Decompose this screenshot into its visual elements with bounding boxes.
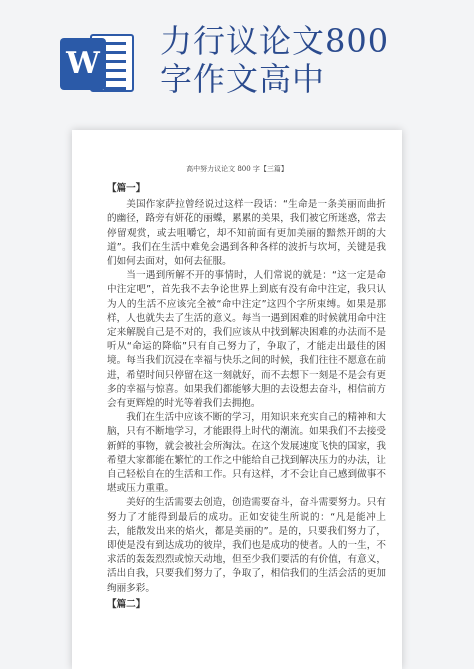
banner: [0, 0, 474, 150]
document-page: [72, 130, 402, 669]
paragraph: 美国作家萨拉曾经说过这样一段话：“生命是一条美丽而曲折的幽径，路旁有妍花的丽蝶，累累的美果，我们被它所迷惑，常去停留观赏，或去咀嚼它，却不知前面有更加美丽的黯然开朗的大道”。我们在生活中难免会遇到各种各样的波折与坎坷，关键是我们如何去面对，如何去征服。: [107, 199, 386, 268]
banner-title-line1: 力行议论文800: [160, 22, 390, 60]
section-heading-2: 【篇二】: [107, 598, 146, 610]
document-body: [107, 180, 386, 614]
section-heading-1: 【篇一】: [107, 183, 146, 194]
banner-title-line2: 字作文高中: [160, 60, 326, 98]
word-logo-tile: W: [60, 38, 106, 90]
paragraph: 当一遇到所解不开的事情时，人们常说的就是：“这一定是命中注定吧”，首先我不去争论世界上到底有没有命中注定，我只认为人的生活不应该完全被“命中注定”这四个字所束缚。如果是那样，人也就失去了生活的意义。每当一遇到困难的时候就用命中注定来解脱自己是不对的，我们应该从中找到解决困难的办法而不是听从“命运的降临”只有自己努力了，争取了，才能走出最佳的困境。每当我们沉浸在幸福与快乐之间的时候，我们往往不愿意在前进，希望时间只停留在这一刻就好，而不去想下一刻是不是会有更多的幸福与惊喜。如果我们都能够大胆的去设想去奋斗，相信前方会有更辉煌的时光等着我们去拥抱。: [107, 270, 386, 410]
document-header: 高中努力议论文 800 字【三篇】: [186, 165, 288, 173]
word-document-icon: [60, 28, 138, 98]
paragraph: 美好的生活需要去创造，创造需要奋斗，奋斗需要努力。只有努力了才能得到最后的成功。正如安徒生所说的：“凡是能冲上去，能散发出来的焰火，都是美丽的”。是的，只要我们努力了，即使是没有到达成功的彼岸，我们也是成功的使者。人的一生，不求活的轰轰烈烈或惊天动地，但至少我们要活的有价值，有意义，活出自我，只要我们努力了，争取了，相信我们的生活会活的更加绚丽多彩。: [107, 497, 386, 594]
banner-title: [160, 22, 389, 98]
paragraph: 我们在生活中应该不断的学习，用知识来充实自己的精神和大脑，只有不断地学习，才能跟得上时代的潮流。如果我们不去接受新鲜的事物，就会被社会所淘汰。在这个发展速度飞快的国家，我希望大家都能在繁忙的工作之中能给自己找到解决压力的办法，让自己轻松自在的生活和工作。只有这样，才不会让自己感到做事不堪或压力重重。: [107, 412, 386, 495]
